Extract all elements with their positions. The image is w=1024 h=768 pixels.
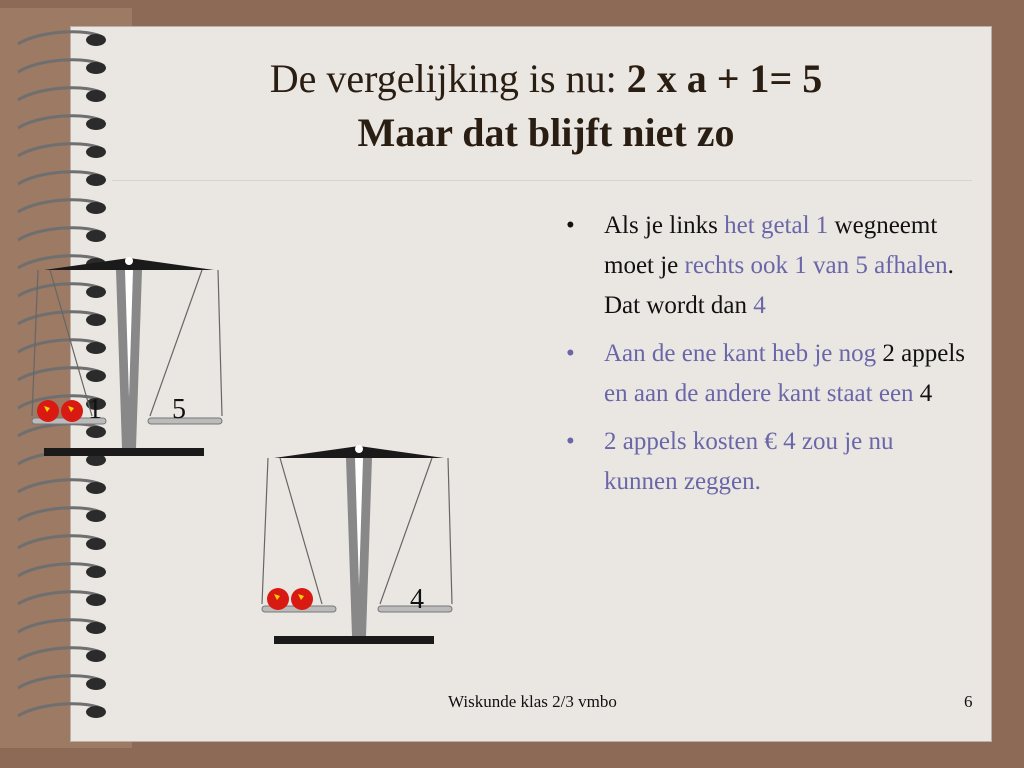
spiral-hole — [86, 594, 106, 606]
bullet-item — [562, 206, 972, 326]
bullet-dot-icon: • — [566, 428, 575, 455]
bullet-text: wegneemt moet je — [604, 212, 938, 279]
spiral-hole — [86, 230, 106, 242]
title-equation: 2 x a + 1= 5 — [626, 56, 823, 101]
spiral-hole — [86, 650, 106, 662]
slide-title — [130, 52, 962, 160]
spiral-hole — [86, 622, 106, 634]
bullet-text: Aan de ene kant heb je nog — [604, 340, 883, 367]
bullet-text: 2 appels kosten € 4 zou je nu kunnen zeggen. — [604, 428, 894, 495]
spiral-hole — [86, 678, 106, 690]
spiral-hole — [86, 482, 106, 494]
bullet-text: . Dat wordt dan — [604, 252, 954, 319]
spiral-hole — [86, 202, 106, 214]
bullet-text: het getal 1 — [724, 212, 829, 239]
apple-icon — [37, 400, 59, 422]
spiral-hole — [86, 538, 106, 550]
spiral-hole — [86, 174, 106, 186]
spiral-hole — [86, 118, 106, 130]
spiral-hole — [86, 706, 106, 718]
left-pan-label: 1 — [88, 394, 102, 425]
balance-scale-bottom — [254, 436, 464, 656]
apple-icon — [61, 400, 83, 422]
title-text: De vergelijking is nu: — [269, 56, 627, 101]
title-divider — [112, 180, 972, 181]
bullet-text: 4 — [753, 292, 766, 319]
bullet-text: 2 appels — [882, 340, 965, 367]
spiral-hole — [86, 146, 106, 158]
spiral-hole — [86, 62, 106, 74]
balance-scale-top — [24, 248, 234, 468]
pivot — [355, 445, 363, 453]
scale-base — [274, 636, 434, 644]
title-subtitle: Maar dat blijft niet zo — [357, 110, 735, 155]
spiral-hole — [86, 90, 106, 102]
apple-icon — [291, 588, 313, 610]
spiral-hole — [86, 510, 106, 522]
bullet-text: 4 — [919, 380, 933, 407]
apple-icon — [267, 588, 289, 610]
footer-course: Wiskunde klas 2/3 vmbo — [448, 692, 617, 711]
spiral-hole — [86, 566, 106, 578]
bullet-item — [562, 422, 972, 502]
right-pan-label: 4 — [410, 584, 424, 615]
bullet-item — [562, 334, 972, 414]
scale-base — [44, 448, 204, 456]
bullet-text: en aan de andere kant staat een — [604, 380, 920, 407]
right-pan-label: 5 — [172, 394, 186, 425]
pivot — [125, 257, 133, 265]
bullet-dot-icon: • — [566, 212, 575, 239]
bullet-dot-icon: • — [566, 340, 575, 367]
slide-number: 6 — [964, 692, 973, 711]
spiral-hole — [86, 34, 106, 46]
bullet-text: Als je links — [604, 212, 725, 239]
bullet-text: rechts ook 1 van 5 afhalen — [684, 252, 948, 279]
bullet-list — [562, 206, 972, 510]
